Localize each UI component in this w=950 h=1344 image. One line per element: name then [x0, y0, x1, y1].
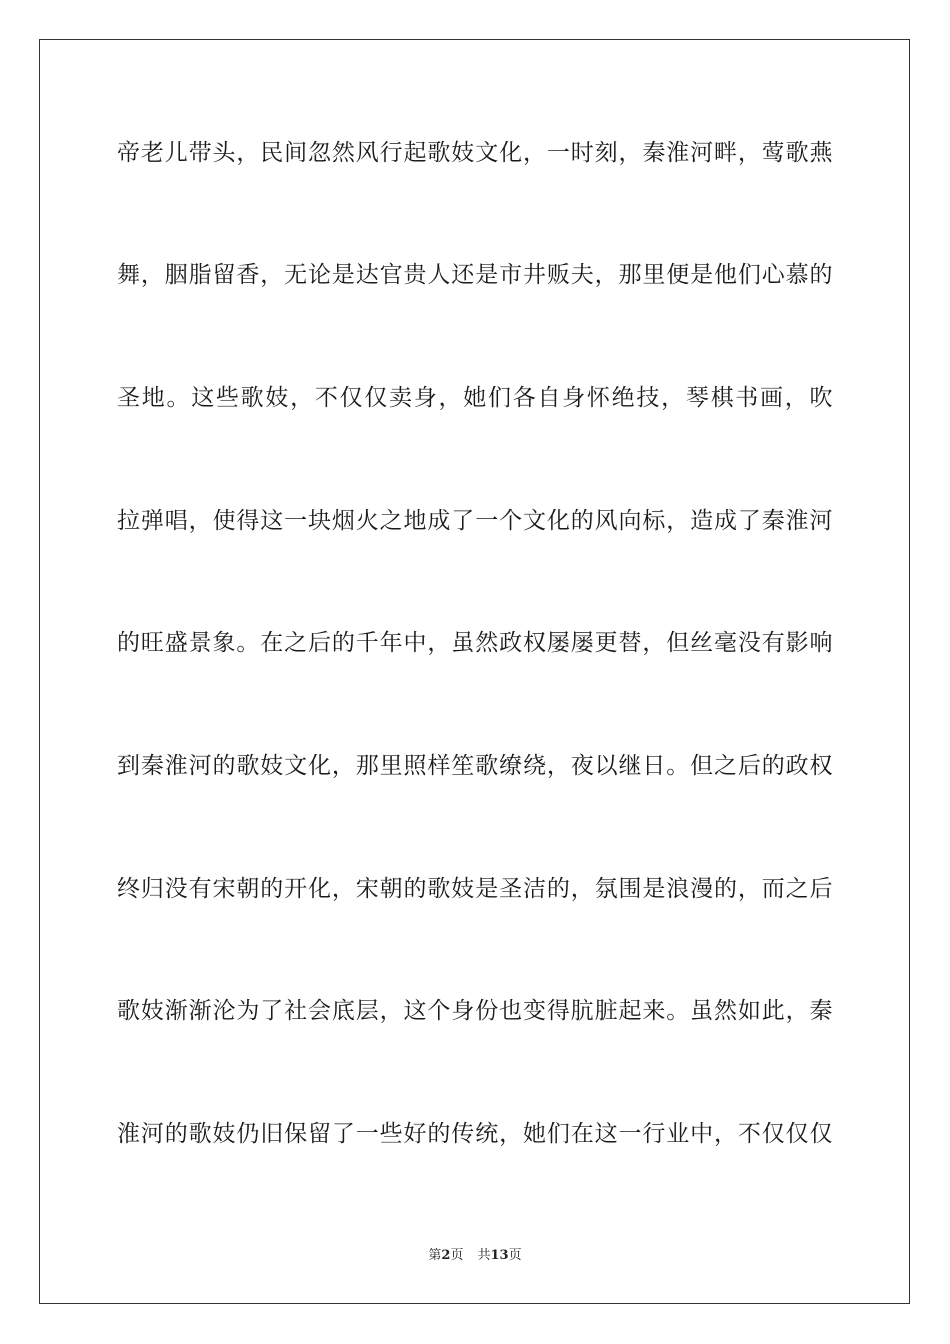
body-text-line-6: 到秦淮河的歌妓文化，那里照样笙歌缭绕，夜以继日。但之后的政权: [117, 753, 833, 779]
body-text-line-2: 舞，胭脂留香，无论是达官贵人还是市井贩夫，那里便是他们心慕的: [117, 262, 833, 288]
total-label-suffix: 页: [508, 1248, 522, 1263]
body-text-line-8: 歌妓渐渐沦为了社会底层，这个身份也变得肮脏起来。虽然如此，秦: [117, 998, 833, 1024]
page-footer: [0, 1248, 950, 1264]
total-label-prefix: 共: [477, 1248, 491, 1263]
page-label-suffix: 页: [450, 1248, 464, 1263]
page-label-prefix: 第: [428, 1248, 442, 1263]
body-text-line-1: 帝老儿带头，民间忽然风行起歌妓文化，一时刻，秦淮河畔，莺歌燕: [117, 140, 833, 166]
body-text-line-4: 拉弹唱，使得这一块烟火之地成了一个文化的风向标，造成了秦淮河: [117, 508, 833, 534]
body-text-line-9: 淮河的歌妓仍旧保留了一些好的传统，她们在这一行业中，不仅仅仅: [117, 1121, 833, 1147]
page-border: [39, 39, 910, 1304]
total-pages-number: 13: [490, 1248, 509, 1263]
body-text-line-7: 终归没有宋朝的开化，宋朝的歌妓是圣洁的，氛围是浪漫的，而之后: [117, 876, 833, 902]
body-text-line-5: 的旺盛景象。在之后的千年中，虽然政权屡屡更替，但丝毫没有影响: [117, 630, 833, 656]
body-text-line-3: 圣地。这些歌妓，不仅仅卖身，她们各自身怀绝技，琴棋书画，吹: [117, 385, 833, 411]
current-page-number: 2: [441, 1248, 451, 1263]
